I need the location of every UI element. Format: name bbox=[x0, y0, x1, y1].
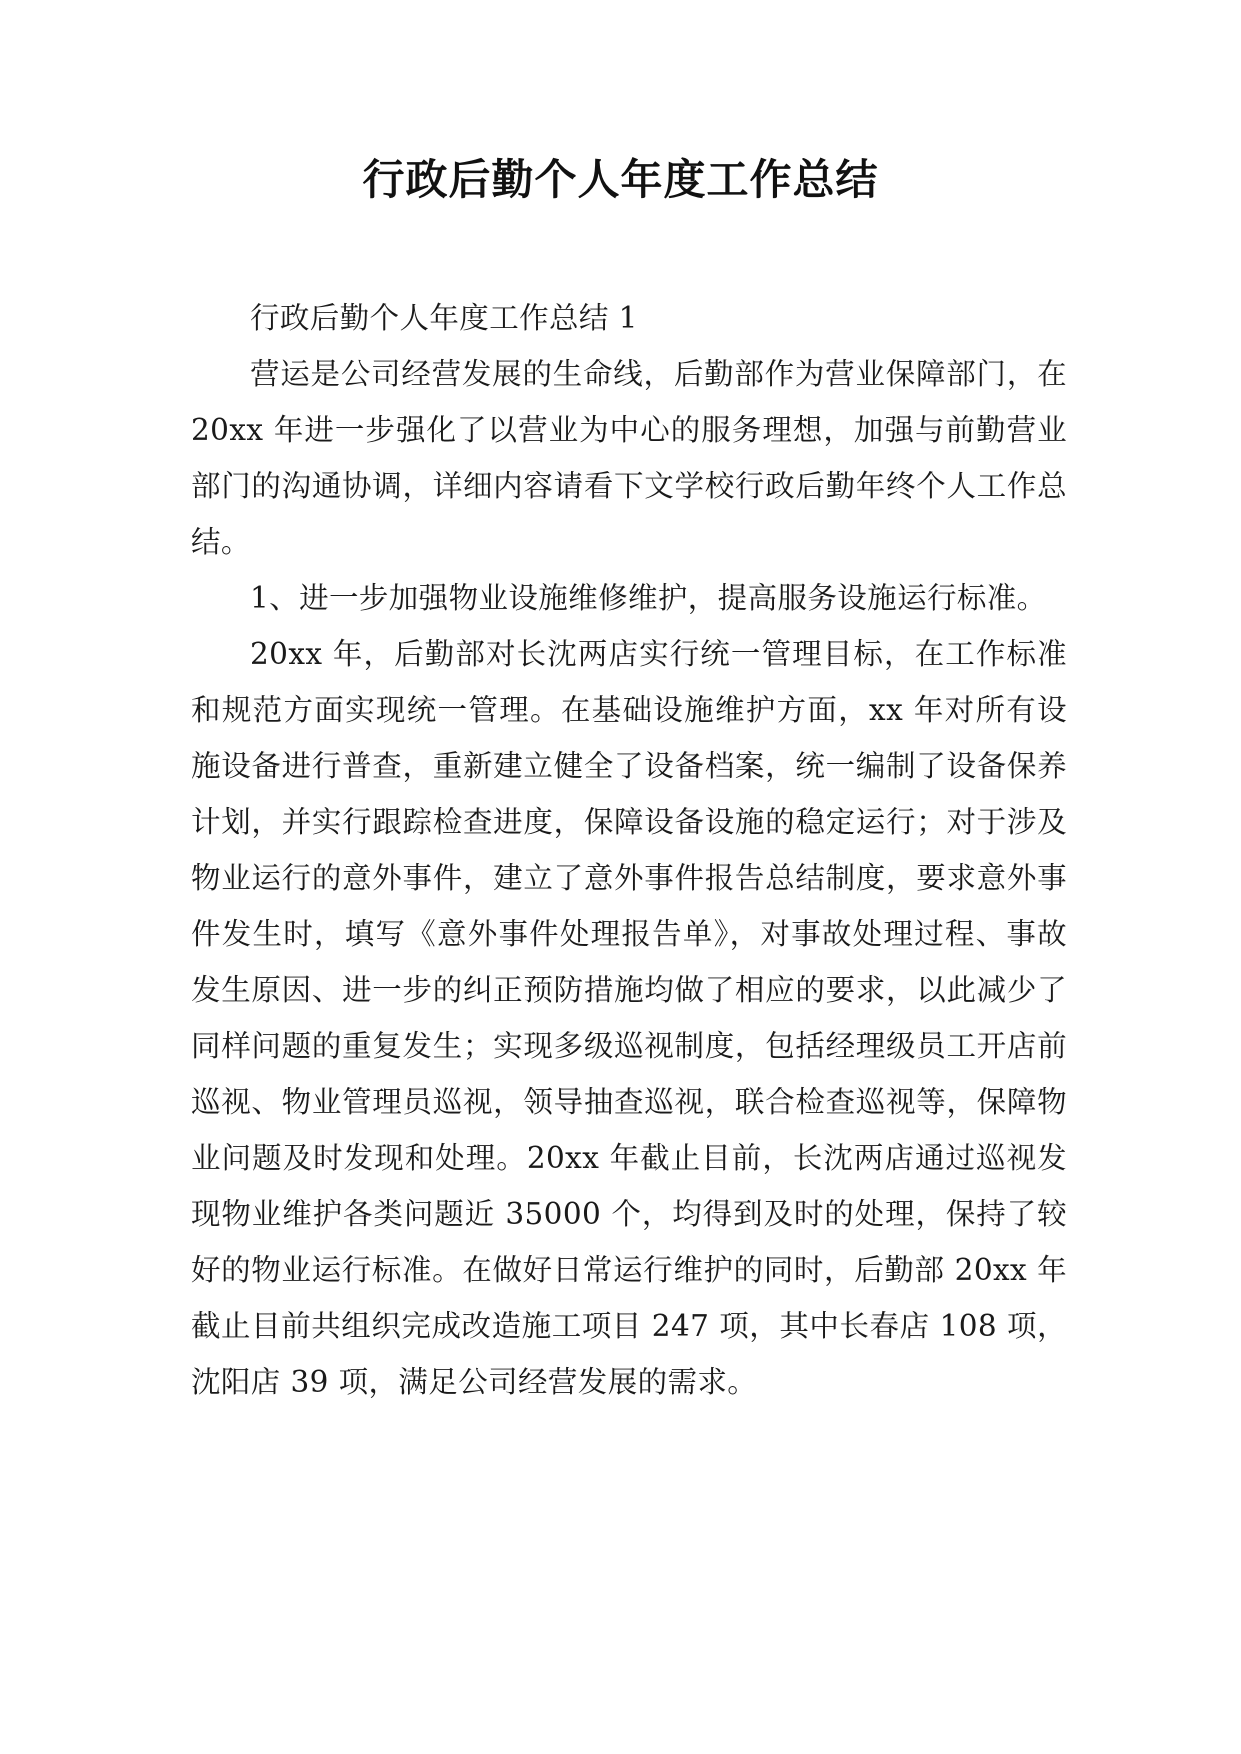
paragraph-detail: 20xx 年，后勤部对长沈两店实行统一管理目标，在工作标准和规范方面实现统一管理。在基础设施维护方面，xx 年对所有设施设备进行普查，重新建立健全了设备档案，统一编制了设备保养计划，并实行跟踪检查进度，保障设备设施的稳定运行；对于涉及物业运行的意外事件，建立了意外事件报告总结制度，要求意外事件发生时，填写《意外事件处理报告单》，对事故处理过程、事故发生原因、进一步的纠正预防措施均做了相应的要求，以此减少了同样问题的重复发生；实现多级巡视制度，包括经理级员工开店前巡视、物业管理员巡视，领导抽查巡视，联合检查巡视等，保障物业问题及时发现和处理。20xx 年截止目前，长沈两店通过巡视发现物业维护各类问题近 35000 个，均得到及时的处理，保持了较好的物业运行标准。在做好日常运行维护的同时，后勤部 20xx 年截止目前共组织完成改造施工项目 247 项，其中长春店 108 项，沈阳店 39 项，满足公司经营发展的需求。 bbox=[191, 637, 1067, 1399]
paragraph-section-heading: 行政后勤个人年度工作总结 1 bbox=[250, 301, 638, 335]
document-body bbox=[191, 290, 1067, 1410]
paragraph-item-heading: 1、进一步加强物业设施维修维护，提高服务设施运行标准。 bbox=[250, 581, 1047, 615]
paragraph-intro: 营运是公司经营发展的生命线，后勤部作为营业保障部门，在 20xx 年进一步强化了以营业为中心的服务理想，加强与前勤营业部门的沟通协调，详细内容请看下文学校行政后勤年终个人工作总结。 bbox=[191, 357, 1067, 559]
document-title: 行政后勤个人年度工作总结 bbox=[362, 155, 879, 204]
